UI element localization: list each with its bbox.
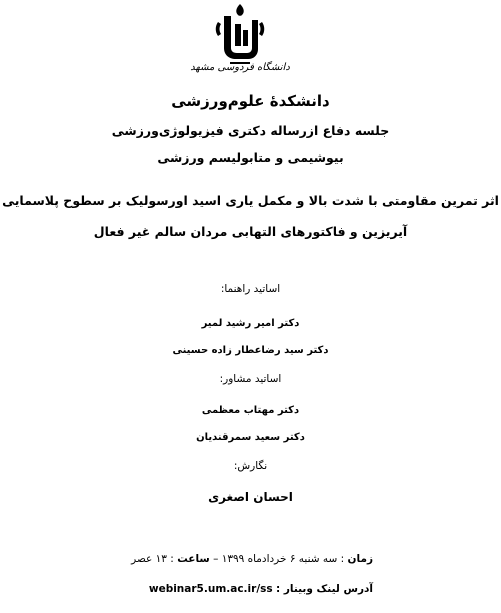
- webinar-link-line: [149, 583, 373, 595]
- hour-label: ساعت: [177, 553, 210, 565]
- thesis-title-line-1: اثر تمرین مقاومتی با شدت بالا و مکمل یاری اسید اورسولیک بر سطوح پلاسمایی: [2, 193, 499, 208]
- author-name: احسان اصغری: [208, 490, 293, 504]
- session-title: جلسه دفاع ازرساله دکتری فیزیولوژی‌ورزشی: [111, 123, 390, 138]
- supervisor-name: دکتر امیر رشید لمیر: [201, 318, 300, 329]
- hour-value: : ۱۳ عصر: [131, 553, 174, 565]
- university-logo: [208, 2, 272, 68]
- author-label: نگارش:: [233, 460, 268, 472]
- advisor-name: دکتر سعید سمرقندیان: [196, 432, 305, 443]
- time-line: [131, 553, 373, 565]
- time-value: : سه شنبه ۶ خردادماه ۱۳۹۹ –: [213, 553, 345, 565]
- link-label: آدرس لینک وبینار :: [276, 583, 373, 595]
- logo-caption: دانشگاه فردوسی مشهد: [190, 62, 290, 73]
- faculty-name: دانشکدۀ علوم‌ورزشی: [171, 92, 330, 110]
- supervisors-label: اساتید راهنما:: [220, 283, 281, 295]
- time-label: زمان: [347, 553, 373, 565]
- advisors-label: اساتید مشاور:: [219, 373, 282, 385]
- supervisor-name: دکتر سید رضاعطار زاده حسینی: [172, 345, 329, 356]
- thesis-title-line-2: آیریزین و فاکتورهای التهابی مردان سالم غیر فعال: [93, 224, 408, 239]
- advisor-name: دکتر مهتاب معظمی: [201, 405, 300, 416]
- webinar-link[interactable]: webinar5.um.ac.ir/ss: [148, 583, 273, 595]
- department-name: بیوشیمی و متابولیسم ورزشی: [157, 150, 344, 165]
